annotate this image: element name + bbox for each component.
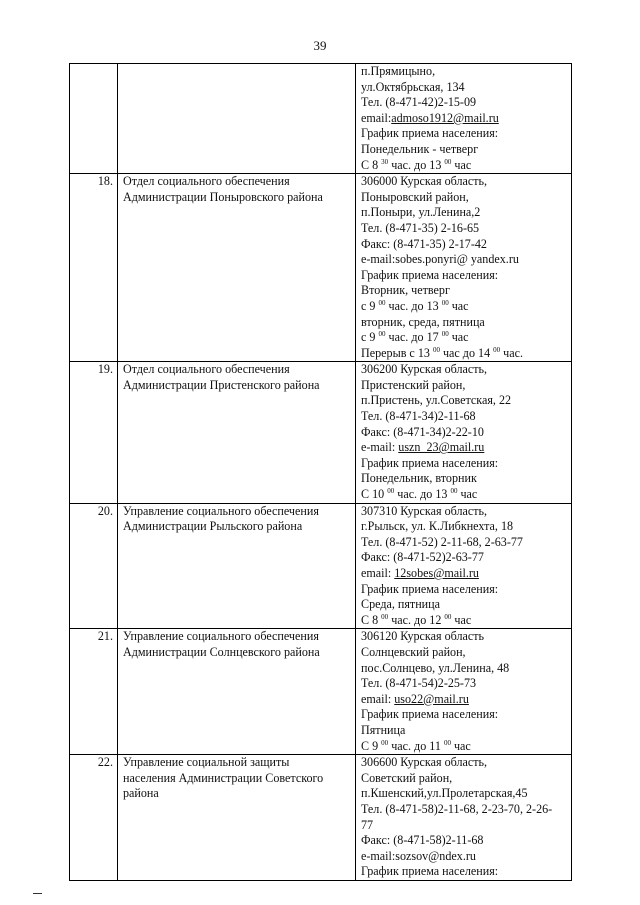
row-number: 19. <box>70 362 118 503</box>
contact-line: п.Пристень, ул.Советская, 22 <box>361 393 512 408</box>
email-link[interactable]: uso22@mail.ru <box>394 691 469 706</box>
table-row <box>70 362 572 503</box>
contact-line: 77 <box>361 817 374 832</box>
minutes-superscript: 00 <box>432 345 440 354</box>
schedule-text: с 9 <box>361 298 379 313</box>
email-link[interactable]: admoso1912@mail.ru <box>391 110 499 125</box>
email-prefix: email: <box>361 691 395 706</box>
contact-line: e-mail:sozsov@ndex.ru <box>361 848 476 863</box>
minutes-superscript: 00 <box>378 298 386 307</box>
email-prefix: email: <box>361 110 392 125</box>
contact-line: Поныровский район, <box>361 189 469 204</box>
email-line <box>361 111 567 127</box>
email-prefix: email: <box>361 566 395 580</box>
contact-line: График приема населения: <box>361 267 499 282</box>
row-number: 21. <box>70 629 118 755</box>
office-name-line: Администрации Поныровского района <box>123 189 323 204</box>
contact-line: Факс: (8-471-34)2-22-10 <box>361 424 484 439</box>
office-name-line: Администрации Пристенского района <box>123 377 320 392</box>
email-prefix: e-mail: <box>361 440 399 455</box>
social-offices-table <box>69 63 572 881</box>
contact-line: 306000 Курская область, <box>361 174 488 189</box>
minutes-superscript: 00 <box>387 487 395 496</box>
row-number: 22. <box>70 755 118 881</box>
contact-line: График приема населения: <box>361 707 499 722</box>
contact-line: п.Прямицыно, <box>361 64 436 78</box>
row-number: 18. <box>70 174 118 362</box>
schedule-line <box>361 158 567 174</box>
minutes-superscript: 00 <box>381 738 389 747</box>
contact-line: Пятница <box>361 722 406 737</box>
table-row <box>70 64 572 174</box>
office-name-cell <box>118 64 356 174</box>
schedule-line <box>361 330 567 346</box>
minutes-superscript: 30 <box>381 157 389 166</box>
table-row <box>70 174 572 362</box>
office-contacts-cell <box>356 755 572 881</box>
contact-line: График приема населения: <box>361 581 499 596</box>
schedule-text: С 10 <box>361 487 388 502</box>
schedule-text: С 8 <box>361 157 382 172</box>
page-number: 39 <box>313 38 327 53</box>
schedule-text: час. <box>500 345 524 360</box>
office-name-line: Управление социальной защиты <box>123 755 290 770</box>
contact-line: Пристенский район, <box>361 377 466 392</box>
schedule-text: час. до 17 <box>385 330 442 345</box>
office-contacts-cell <box>356 64 572 174</box>
schedule-text: час <box>451 157 472 172</box>
schedule-line <box>361 487 567 503</box>
schedule-text: час <box>448 330 469 345</box>
office-contacts-cell <box>356 629 572 755</box>
minutes-superscript: 00 <box>450 487 458 496</box>
contact-line: Тел. (8-471-42)2-15-09 <box>361 95 477 110</box>
contact-line: Тел. (8-471-35) 2-16-65 <box>361 220 480 235</box>
office-name-cell <box>118 755 356 881</box>
row-number: 20. <box>70 503 118 629</box>
schedule-text: С 8 <box>361 612 382 627</box>
minutes-superscript: 00 <box>378 330 386 339</box>
email-line <box>361 440 567 456</box>
contact-line: 306120 Курская область <box>361 629 485 644</box>
minutes-superscript: 00 <box>441 298 449 307</box>
minutes-superscript: 00 <box>444 157 452 166</box>
office-name-line: Администрации Солнцевского района <box>123 644 320 659</box>
contact-line: Тел. (8-471-52) 2-11-68, 2-63-77 <box>361 534 523 549</box>
minutes-superscript: 00 <box>441 330 449 339</box>
table-row <box>70 503 572 629</box>
minutes-superscript: 00 <box>493 345 501 354</box>
schedule-text: Перерыв с 13 <box>361 345 433 360</box>
schedule-line <box>361 613 567 629</box>
contact-line: Вторник, четверг <box>361 283 450 298</box>
office-name-line: Администрации Рыльского района <box>123 519 303 534</box>
minutes-superscript: 00 <box>444 612 452 621</box>
email-line <box>361 692 567 708</box>
contact-line: 306600 Курская область, <box>361 755 488 770</box>
email-link[interactable]: 12sobes@mail.ru <box>394 566 479 580</box>
office-name-cell <box>118 503 356 629</box>
contact-line: 306200 Курская область, <box>361 362 488 377</box>
row-number <box>70 64 118 174</box>
contact-line: вторник, среда, пятница <box>361 314 485 329</box>
contact-line: e-mail:sobes.ponyri@ yandex.ru <box>361 252 519 267</box>
office-name-line: Управление социального обеспечения <box>123 503 319 518</box>
minutes-superscript: 00 <box>381 612 389 621</box>
office-contacts-cell <box>356 174 572 362</box>
contact-line: Солнцевский район, <box>361 644 466 659</box>
contact-line: График приема населения: <box>361 126 499 141</box>
schedule-text: час. до 13 <box>385 298 442 313</box>
schedule-line <box>361 739 567 755</box>
contact-line: График приема населения: <box>361 455 499 470</box>
office-name-cell <box>118 629 356 755</box>
contact-line: Факс: (8-471-35) 2-17-42 <box>361 236 487 251</box>
email-link[interactable]: uszn_23@mail.ru <box>398 440 485 455</box>
contact-line: г.Рыльск, ул. К.Либкнехта, 18 <box>361 519 514 534</box>
contact-line: п.Поныри, ул.Ленина,2 <box>361 205 481 220</box>
schedule-text: час <box>450 738 471 753</box>
contact-line: График приема населения: <box>361 864 499 879</box>
schedule-text: с 9 <box>361 330 379 345</box>
table-row <box>70 755 572 881</box>
schedule-text: час. до 11 <box>388 738 444 753</box>
schedule-line <box>361 346 567 362</box>
contact-line: Советский район, <box>361 770 453 785</box>
contact-line: Факс: (8-471-58)2-11-68 <box>361 833 484 848</box>
schedule-text: час. до 13 <box>394 487 451 502</box>
schedule-text: час <box>448 298 469 313</box>
office-name-line: Отдел социального обеспечения <box>123 174 290 189</box>
contact-line: п.Кшенский,ул.Пролетарская,45 <box>361 786 528 801</box>
office-name-line: Управление социального обеспечения <box>123 629 319 644</box>
office-name-line: населения Администрации Советского <box>123 770 324 785</box>
contact-line: 307310 Курская область, <box>361 503 488 518</box>
contact-line: Факс: (8-471-52)2-63-77 <box>361 550 484 565</box>
office-name-cell <box>118 362 356 503</box>
office-name-line: района <box>123 786 159 801</box>
contact-line: Понедельник, вторник <box>361 471 477 486</box>
contact-line: Тел. (8-471-58)2-11-68, 2-23-70, 2-26- <box>361 801 553 816</box>
schedule-text: час. до 12 <box>388 612 445 627</box>
schedule-text: час <box>451 612 472 627</box>
schedule-text: час до 14 <box>439 345 494 360</box>
email-line <box>361 566 567 582</box>
schedule-text: час <box>457 487 478 502</box>
office-name-cell <box>118 174 356 362</box>
footer-mark <box>33 893 42 894</box>
table-row <box>70 629 572 755</box>
office-contacts-cell <box>356 362 572 503</box>
schedule-line <box>361 299 567 315</box>
office-name-line: Отдел социального обеспечения <box>123 362 290 377</box>
schedule-text: час. до 13 <box>388 157 445 172</box>
contact-line: Тел. (8-471-34)2-11-68 <box>361 409 476 424</box>
contact-line: пос.Солнцево, ул.Ленина, 48 <box>361 660 510 675</box>
office-contacts-cell <box>356 503 572 629</box>
schedule-text: С 9 <box>361 738 382 753</box>
minutes-superscript: 00 <box>443 738 451 747</box>
contact-line: Понедельник - четверг <box>361 141 479 156</box>
contact-line: Тел. (8-471-54)2-25-73 <box>361 676 477 691</box>
contact-line: ул.Октябрьская, 134 <box>361 79 465 94</box>
contact-line: Среда, пятница <box>361 597 440 612</box>
